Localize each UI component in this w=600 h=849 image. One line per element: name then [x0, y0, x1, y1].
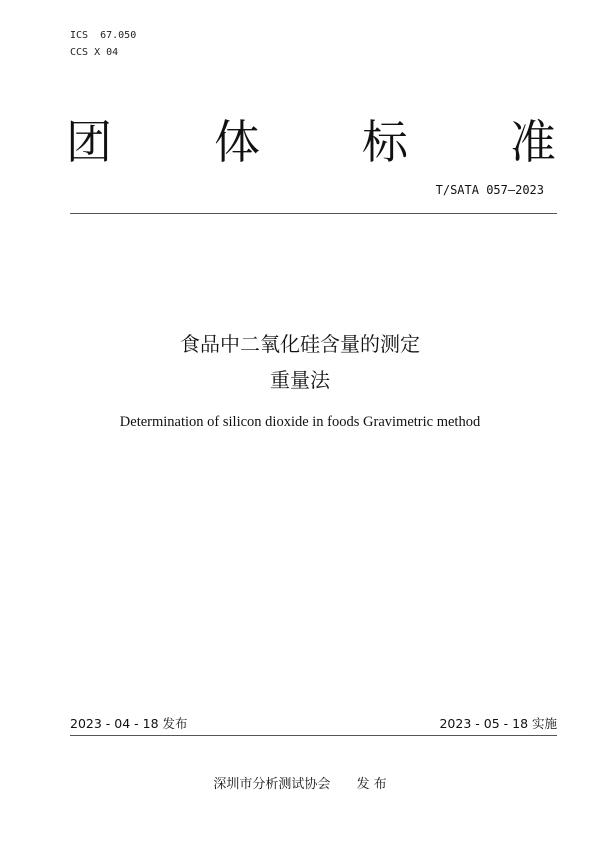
publisher-line: [0, 776, 600, 794]
category-char-4: 准: [510, 115, 556, 169]
standard-category-title: [66, 112, 556, 172]
category-char-2: 体: [214, 115, 260, 169]
chinese-title-line-1: 食品中二氧化硅含量的测定: [180, 332, 420, 356]
implement-date: 2023 - 05 - 18 实施: [439, 716, 557, 731]
chinese-title-line-2: 重量法: [270, 368, 330, 392]
ccs-code: CCS X 04: [70, 47, 119, 58]
top-divider: [70, 213, 557, 214]
publish-date: 2023 - 04 - 18 发布: [70, 716, 188, 731]
classification-codes: [70, 27, 136, 61]
bottom-divider: [70, 735, 557, 736]
publisher-action: 发 布: [356, 777, 387, 792]
english-title: Determination of silicon dioxide in foods Gravimetric method: [119, 414, 481, 430]
category-char-1: 团: [66, 115, 112, 169]
category-char-3: 标: [362, 115, 408, 169]
publisher-name: 深圳市分析测试协会: [213, 777, 331, 792]
ics-code: ICS 67.050: [70, 30, 137, 41]
standard-number: T/SATA 057—2023: [435, 183, 544, 197]
